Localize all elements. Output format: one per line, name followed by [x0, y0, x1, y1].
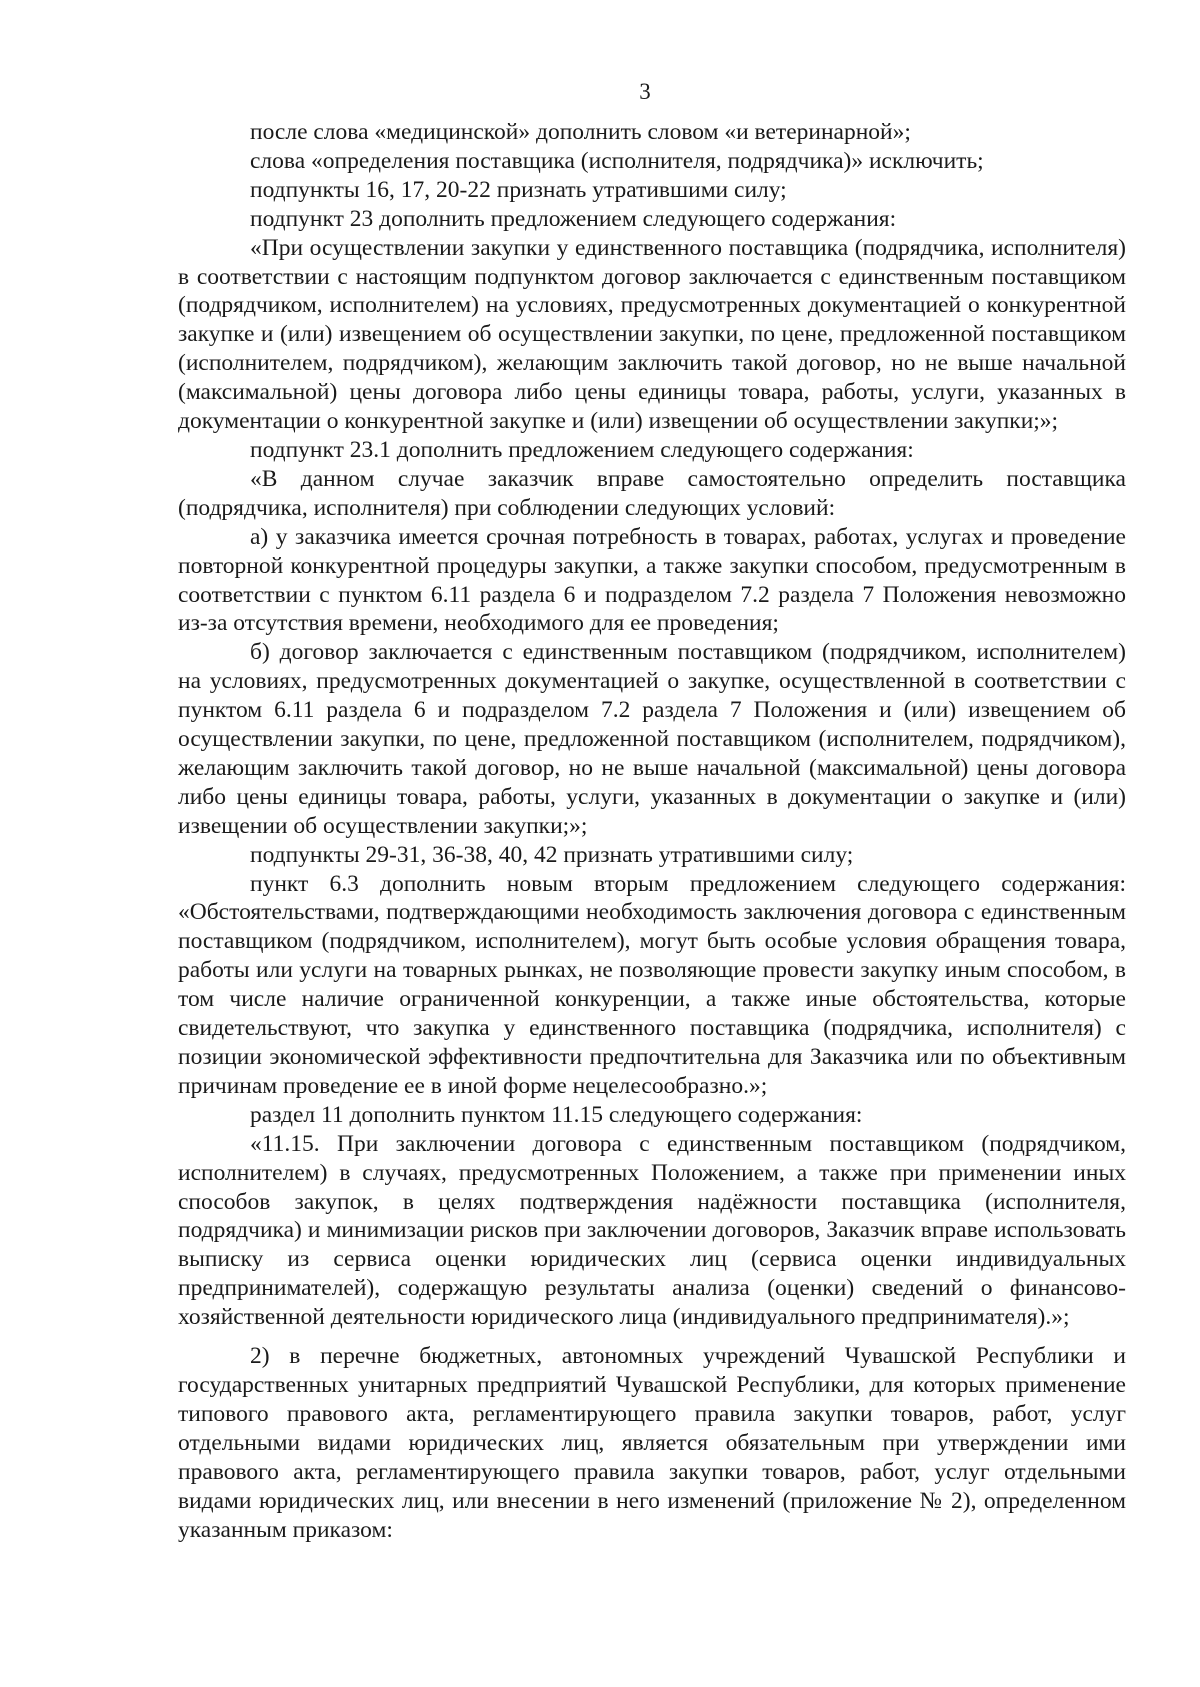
paragraph-subitem-23-intro: подпункт 23 дополнить предложением следующего содержания:: [250, 205, 897, 232]
paragraph-subitem-23-text: «При осуществлении закупки у единственного поставщика (подрядчика, исполнителя) в соответствии с настоящим подпунктом договор заключается с единственным поставщиком (подрядчиком, исполнителем) на условиях, предусмотренных документацией о конкурентной закупке и (или) извещением об осуществлении закупки, по цене, предложенной поставщиком (исполнителем, подрядчиком), желающим заключить такой договор, но не выше начальной (максимальной) цены договора либо цены единицы товара, работы, услуги, указанных в документации о конкурентной закупке и (или) извещении об осуществлении закупки;»;: [178, 234, 1126, 435]
paragraph-list-item-2: 2) в перечне бюджетных, автономных учреждений Чувашской Республики и государственных унитарных предприятий Чувашской Республики, для которых применение типового правового акта, регламентирующего правила закупки товаров, работ, услуг отдельными видами юридических лиц, является обязательным при утверждении ими правового акта, регламентирующего правила закупки товаров, работ, услуг отдельными видами юридических лиц, или внесении в него изменений (приложение № 2), определенном указанным приказом:: [178, 1343, 1126, 1543]
document-body: [178, 118, 1126, 1544]
paragraph-item-6-3: пункт 6.3 дополнить новым вторым предложением следующего содержания: «Обстоятельствами, подтверждающими необходимость заключения договора с единственным поставщиком (подрядчиком, исполнителем), могут быть особые условия обращения товара, работы или услуги на товарных рынках, не позволяющие провести закупку иным способом, в том числе наличие ограниченной конкуренции, а также иные обстоятельства, которые свидетельствуют, что закупка у единственного поставщика (подрядчика, исполнителя) с позиции экономической эффективности предпочтительна для Заказчика или по объективным причинам проведение ее в иной форме нецелесообразно.»;: [178, 870, 1126, 1099]
paragraph-section-11-intro: раздел 11 дополнить пунктом 11.15 следующего содержания:: [250, 1101, 863, 1128]
paragraph-item-11-15: «11.15. При заключении договора с единственным поставщиком (подрядчиком, исполнителем) в случаях, предусмотренных Положением, а также при применении иных способов закупок, в целях подтверждения надёжности поставщика (исполнителя, подрядчика) и минимизации рисков при заключении договоров, Заказчик вправе использовать выписку из сервиса оценки юридических лиц (сервиса оценки индивидуальных предпринимателей), содержащую результаты анализа (оценки) сведений о финансово-хозяйственной деятельности юридического лица (индивидуального предпринимателя).»;: [178, 1130, 1126, 1331]
paragraph-subitem-23-1-text: «В данном случае заказчик вправе самостоятельно определить поставщика (подрядчика, исполнителя) при соблюдении следующих условий:: [178, 465, 1126, 521]
paragraph-subitems-void: подпункты 16, 17, 20-22 признать утратившими силу;: [250, 176, 787, 203]
paragraph-exclude-words: слова «определения поставщика (исполнителя, подрядчика)» исключить;: [250, 147, 984, 174]
paragraph-condition-a: а) у заказчика имеется срочная потребность в товарах, работах, услугах и проведение повторной конкурентной процедуры закупки, а также закупки способом, предусмотренным в соответствии с пунктом 6.11 раздела 6 и подразделом 7.2 раздела 7 Положения невозможно из-за отсутствия времени, необходимого для ее проведения;: [178, 523, 1126, 637]
page-number: 3: [639, 79, 651, 104]
paragraph-condition-b: б) договор заключается с единственным поставщиком (подрядчиком, исполнителем) на условиях, предусмотренных документацией о закупке, осуществленной в соответствии с пунктом 6.11 раздела 6 и подразделом 7.2 раздела 7 Положения и (или) извещением об осуществлении закупки, по цене, предложенной поставщиком (исполнителем, подрядчиком), желающим заключить такой договор, но не выше начальной (максимальной) цены договора либо цены единицы товара, работы, услуги, указанных в документации о закупке и (или) извещении об осуществлении закупки;»;: [178, 639, 1126, 839]
paragraph-subitem-23-1-intro: подпункт 23.1 дополнить предложением следующего содержания:: [250, 436, 914, 463]
paragraph-medical-veterinary: после слова «медицинской» дополнить словом «и ветеринарной»;: [250, 119, 911, 145]
paragraph-subitems-29-42-void: подпункты 29-31, 36-38, 40, 42 признать утратившими силу;: [250, 841, 854, 868]
